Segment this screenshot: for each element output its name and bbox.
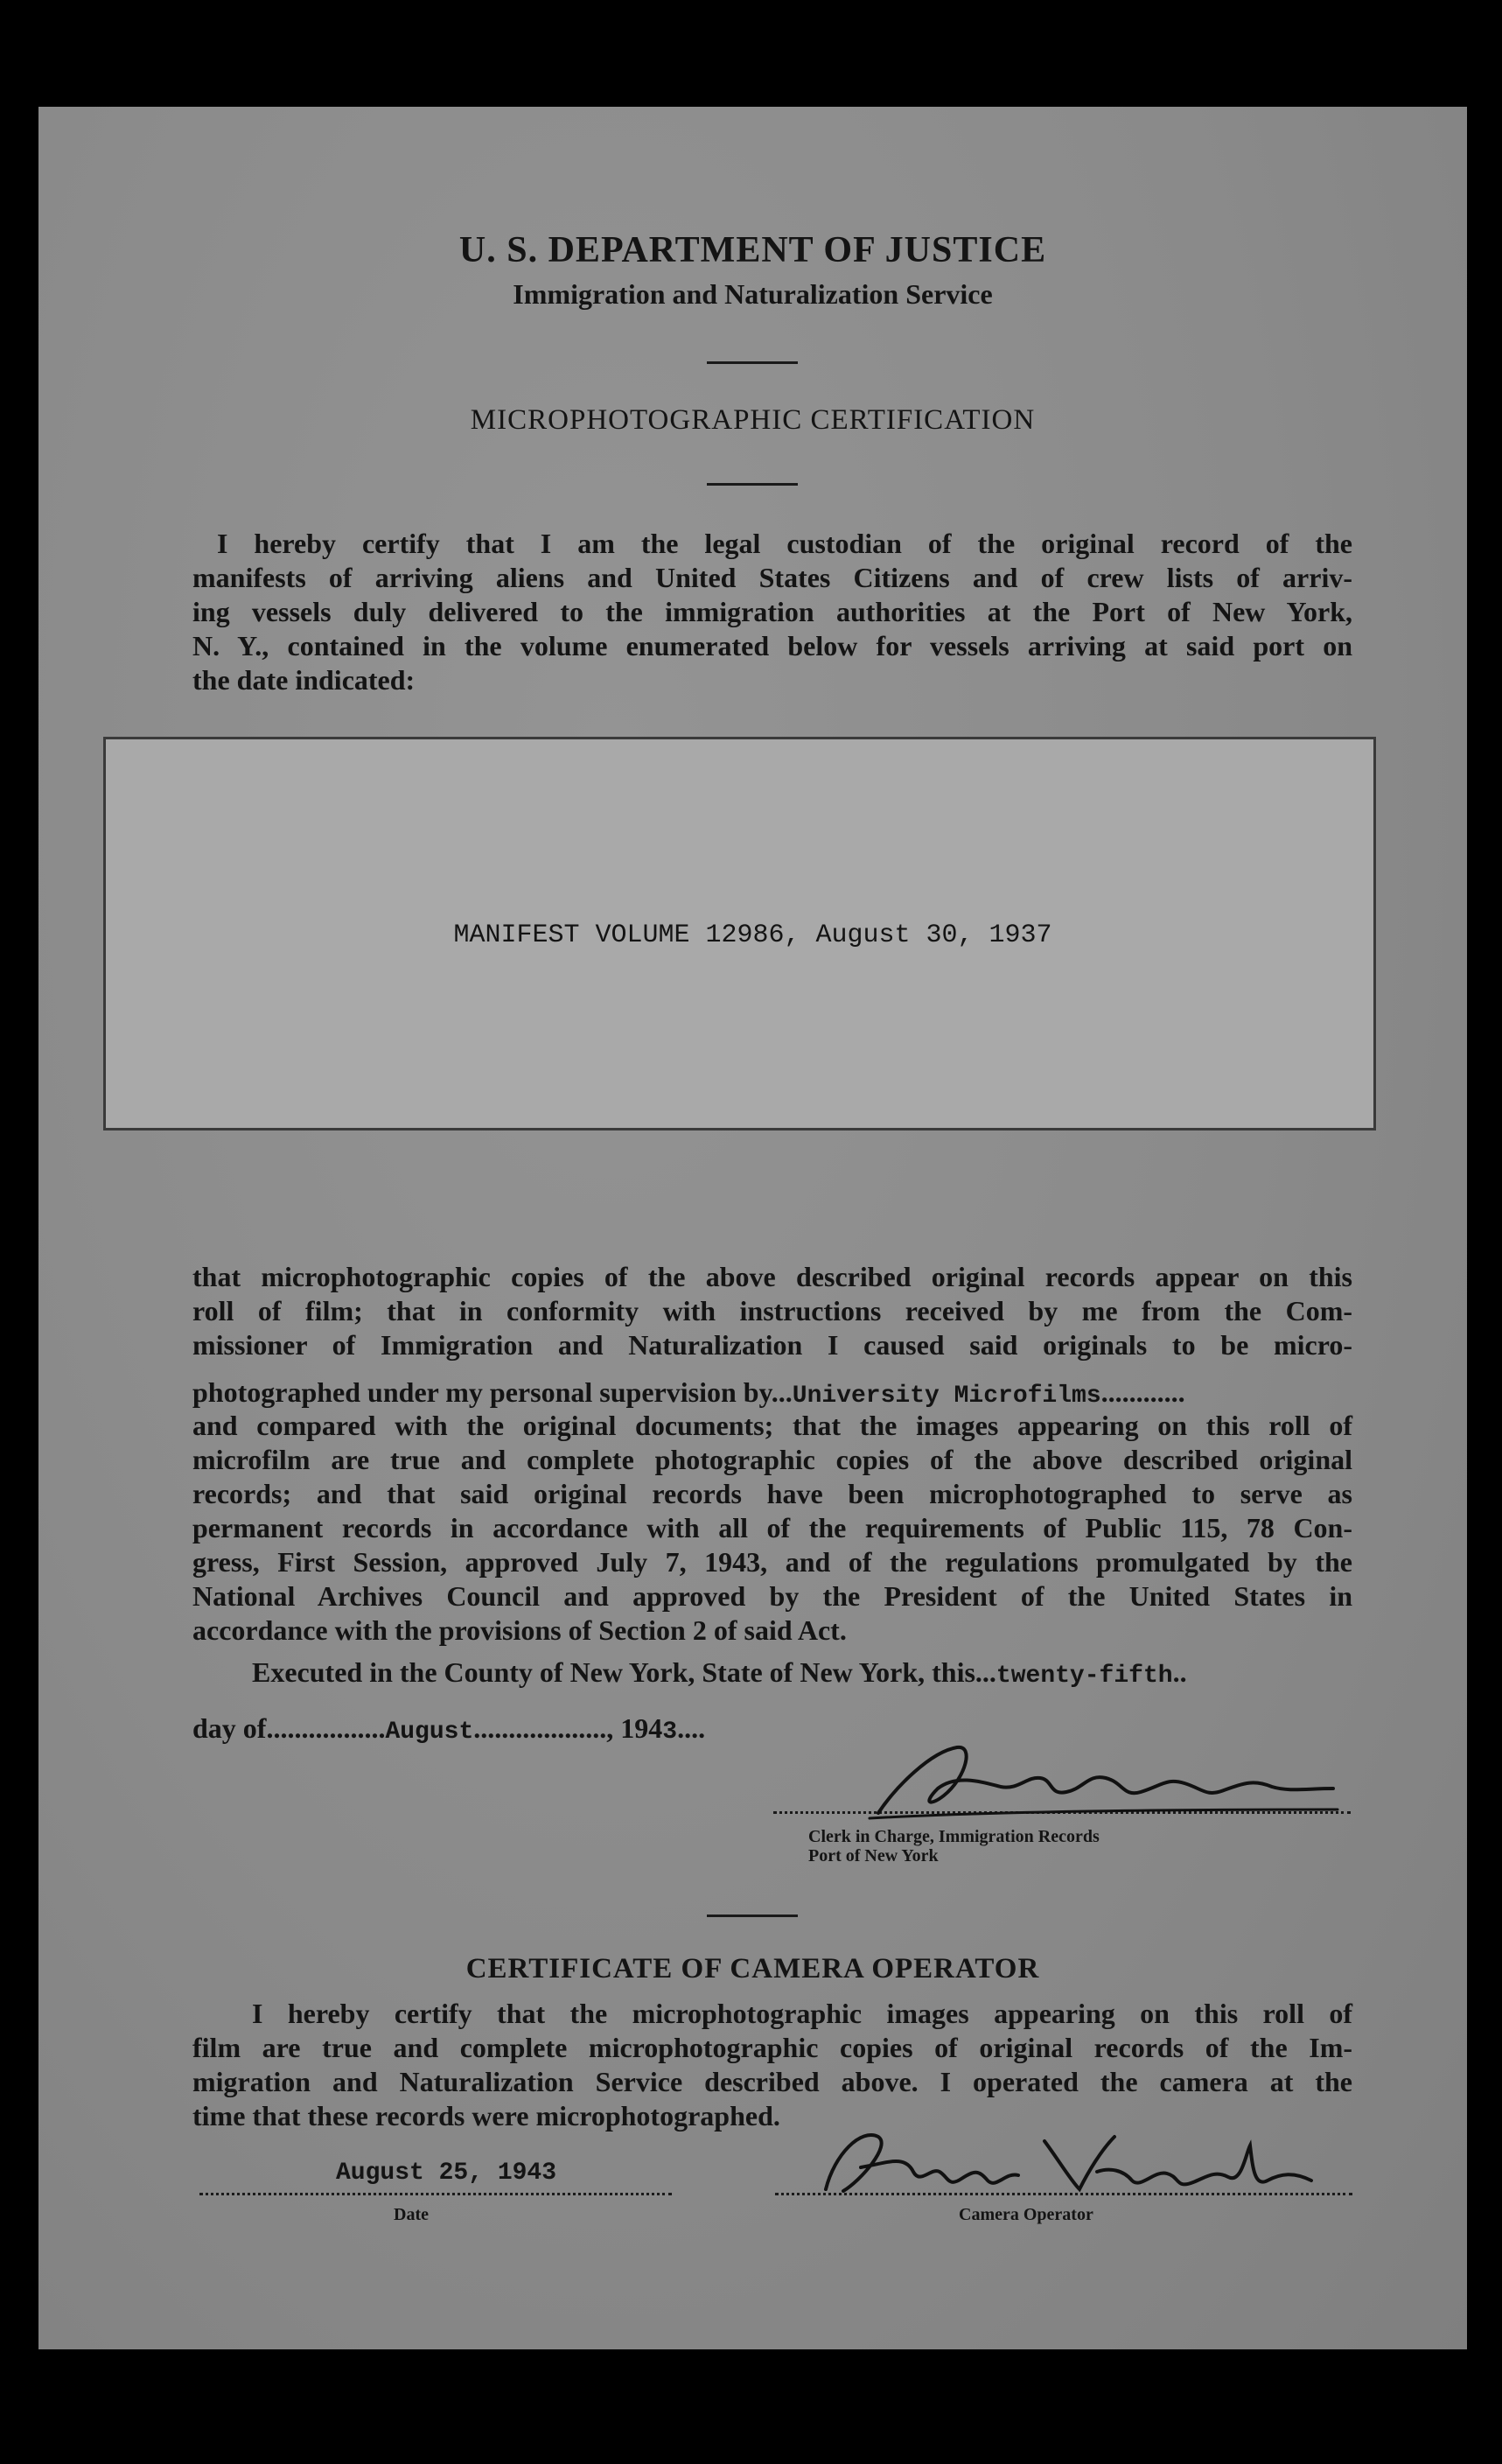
operator-label: Camera Operator <box>959 2205 1093 2224</box>
divider <box>707 361 798 364</box>
year-digit: 3 <box>662 1718 678 1746</box>
year-text: ..................., 194 <box>473 1712 663 1744</box>
camera-line: I hereby certify that the microphotographic images appearing on this roll of <box>252 1998 1352 2029</box>
body-line: missioner of Immigration and Naturalization I caused said originals to be micro- <box>192 1329 1352 1361</box>
intro-line: ing vessels duly delivered to the immigration authorities at the Port of New York, <box>192 596 1352 627</box>
certification-heading: MICROPHOTOGRAPHIC CERTIFICATION <box>470 404 1036 436</box>
date-line <box>199 2193 672 2195</box>
intro-line: N. Y., contained in the volume enumerated below for vessels arriving at said port on <box>192 630 1352 662</box>
body-line: and compared with the original documents; that the images appearing on this roll of <box>192 1410 1352 1441</box>
body-paragraph-b <box>192 1409 1352 1648</box>
executed-day-suffix: .. <box>1172 1656 1187 1688</box>
body-line: National Archives Council and approved by the President of the United States in <box>192 1580 1352 1612</box>
executed-prefix: Executed in the County of New York, State of New York, this... <box>252 1656 996 1688</box>
clerk-signature <box>861 1734 1351 1830</box>
camera-line: film are true and complete microphotographic copies of original records of the Im- <box>192 2032 1352 2063</box>
photographer-name: University Microfilms <box>792 1382 1101 1410</box>
year-suffix: .... <box>677 1712 706 1744</box>
body-line: accordance with the provisions of Section 2 of said Act. <box>192 1614 847 1646</box>
clerk-title <box>808 1827 1100 1866</box>
body-line: gress, First Session, approved July 7, 1943, and of the regulations promulgated by the <box>192 1546 1352 1578</box>
department-title: U. S. DEPARTMENT OF JUSTICE <box>458 230 1047 270</box>
photographed-by-line <box>192 1376 1352 1413</box>
executed-line <box>252 1656 1187 1693</box>
intro-paragraph <box>192 527 1352 697</box>
divider <box>707 1914 798 1917</box>
intro-line: I hereby certify that I am the legal custodian of the original record of the <box>217 528 1352 559</box>
intro-line: the date indicated: <box>192 664 416 696</box>
camera-line: time that these records were microphotographed. <box>192 2100 780 2132</box>
body-line: that microphotographic copies of the above described original records appear on this <box>192 1261 1352 1292</box>
photographed-by-prefix: photographed under my personal supervision by... <box>192 1376 793 1408</box>
service-subtitle: Immigration and Naturalization Service <box>513 278 993 310</box>
camera-paragraph <box>192 1997 1352 2133</box>
clerk-title-line: Clerk in Charge, Immigration Records <box>808 1827 1100 1846</box>
day-of-prefix: day of................. <box>192 1712 386 1744</box>
camera-date: August 25, 1943 <box>336 2160 557 2187</box>
clerk-port-line: Port of New York <box>808 1846 939 1866</box>
camera-line: migration and Naturalization Service described above. I operated the camera at the <box>192 2066 1352 2097</box>
body-line: microfilm are true and complete photographic copies of the above described original <box>192 1444 1352 1475</box>
date-label: Date <box>394 2205 429 2224</box>
body-paragraph-a <box>192 1260 1352 1362</box>
camera-heading: CERTIFICATE OF CAMERA OPERATOR <box>465 1953 1040 1984</box>
photographed-by-suffix: ............ <box>1100 1376 1185 1408</box>
body-line: permanent records in accordance with all of the requirements of Public 115, 78 Con- <box>192 1512 1352 1544</box>
manifest-volume: MANIFEST VOLUME 12986, August 30, 1937 <box>453 920 1052 950</box>
day-of-line <box>192 1712 705 1749</box>
intro-line: manifests of arriving aliens and United States Citizens and of crew lists of arriv- <box>192 562 1352 593</box>
executed-day: twenty-fifth <box>996 1662 1173 1690</box>
divider <box>707 483 798 486</box>
operator-signature-line <box>775 2193 1352 2195</box>
body-line: roll of film; that in conformity with instructions received by me from the Com- <box>192 1295 1352 1326</box>
body-line: records; and that said original records have been microphotographed to serve as <box>192 1478 1352 1509</box>
certificate-sheet <box>38 107 1467 2349</box>
executed-month: August <box>385 1718 474 1746</box>
